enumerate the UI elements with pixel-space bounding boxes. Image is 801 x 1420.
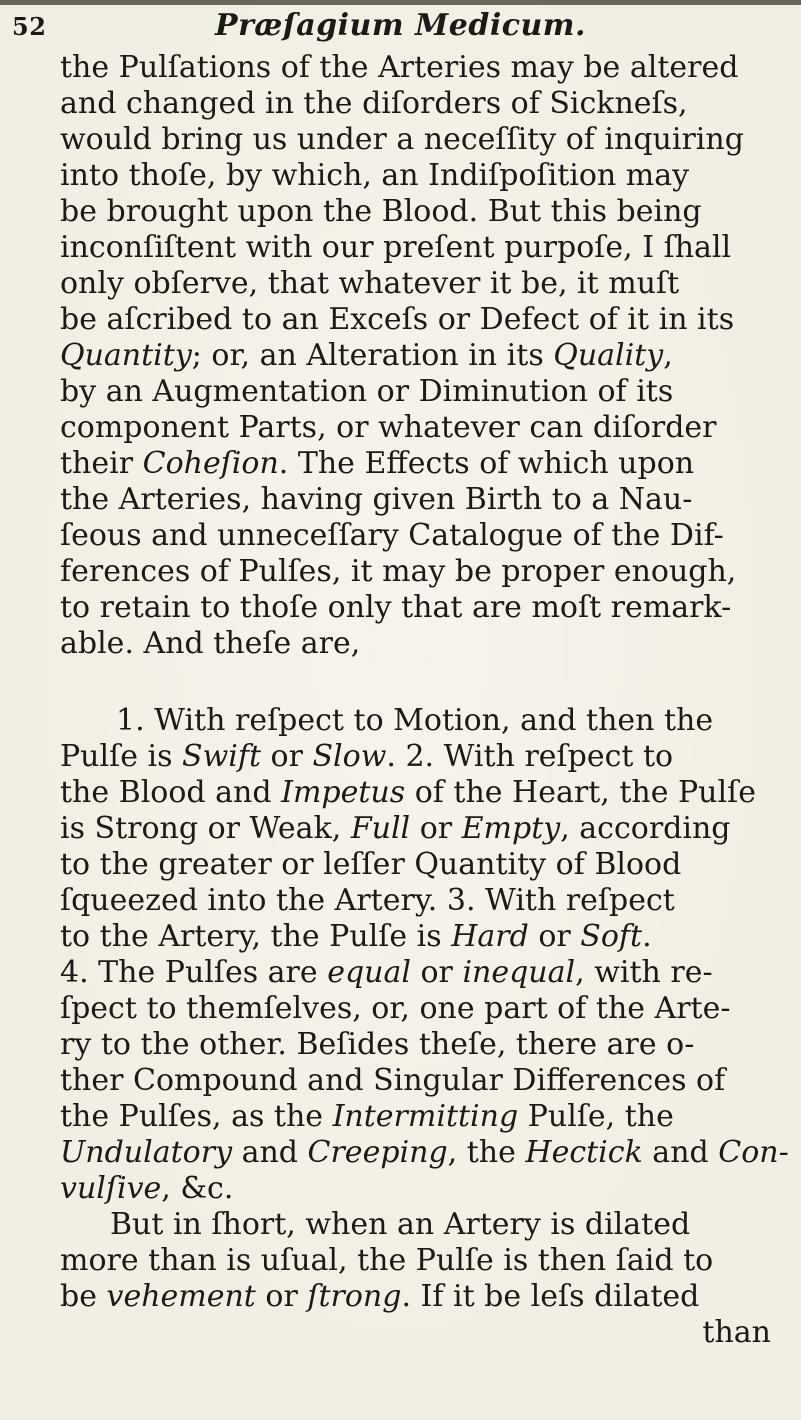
text-line: would bring us under a neceſſity of inquiring bbox=[60, 122, 744, 157]
text-run: is Strong or Weak, bbox=[60, 811, 351, 846]
text-run: . The Effects of which upon bbox=[278, 446, 695, 481]
page-header bbox=[0, 8, 801, 44]
italic-word: Intermitting bbox=[332, 1099, 519, 1134]
text-run: or bbox=[410, 811, 462, 846]
text-line: only obſerve, that whatever it be, it muſt bbox=[60, 266, 680, 301]
text-run: ; or, an Alteration in its bbox=[191, 338, 554, 373]
text-line bbox=[60, 338, 673, 374]
text-run: their bbox=[60, 446, 143, 481]
text-run: or bbox=[261, 739, 313, 774]
italic-word: Quality bbox=[553, 338, 664, 373]
italic-word: Soft bbox=[580, 919, 643, 954]
text-run: Pulſe is bbox=[60, 739, 183, 774]
text-run: , with re- bbox=[575, 955, 713, 990]
italic-word: Full bbox=[350, 811, 411, 846]
text-line bbox=[60, 775, 756, 811]
text-line: into thoſe, by which, an Indiſpoſition may bbox=[60, 158, 690, 193]
text-line: the Arteries, having given Birth to a Nau- bbox=[60, 482, 693, 517]
page-number: 52 bbox=[12, 12, 47, 41]
text-line bbox=[60, 446, 694, 482]
text-line: inconſiſtent with our preſent purpoſe, I ſhall bbox=[60, 230, 732, 265]
text-run: the Blood and bbox=[60, 775, 282, 810]
text-line bbox=[60, 811, 731, 847]
text-run: . 2. With reſpect to bbox=[386, 739, 674, 774]
text-run: or bbox=[528, 919, 581, 954]
text-line: ſpect to themſelves, or, one part of the Arte- bbox=[60, 991, 731, 1026]
text-line bbox=[60, 919, 652, 955]
text-line: 1. With reſpect to Motion, and then the bbox=[116, 703, 714, 738]
text-run: the Pulſes, as the bbox=[60, 1099, 333, 1134]
text-run: , &c. bbox=[161, 1171, 234, 1206]
text-run: , according bbox=[560, 811, 731, 846]
text-line: the Pulſations of the Arteries may be altered bbox=[60, 50, 739, 85]
catchword: than bbox=[702, 1315, 771, 1350]
text-run: Pulſe, the bbox=[518, 1099, 674, 1134]
text-run: to the Artery, the Pulſe is bbox=[60, 919, 452, 954]
text-run: or bbox=[255, 1279, 308, 1314]
text-line bbox=[60, 1099, 674, 1135]
italic-word: vulſive bbox=[60, 1171, 162, 1206]
italic-word: Creeping bbox=[307, 1135, 448, 1170]
text-line bbox=[60, 1135, 789, 1171]
text-line: to the greater or leſſer Quantity of Blood bbox=[60, 847, 682, 882]
running-head: Præſagium Medicum. bbox=[215, 8, 586, 43]
text-run: , the bbox=[447, 1135, 526, 1170]
italic-word: Impetus bbox=[281, 775, 406, 810]
text-line bbox=[60, 1279, 699, 1315]
italic-word: Undulatory bbox=[60, 1135, 233, 1170]
text-run: , bbox=[663, 338, 673, 373]
text-run: . bbox=[642, 919, 652, 954]
text-line: ſeous and unneceſſary Catalogue of the Dif- bbox=[60, 518, 724, 553]
text-line: by an Augmentation or Diminution of its bbox=[60, 374, 674, 409]
italic-word: Hard bbox=[451, 919, 529, 954]
italic-word: Slow bbox=[312, 739, 387, 774]
text-line bbox=[60, 1171, 233, 1207]
text-line: ferences of Pulſes, it may be proper enough, bbox=[60, 554, 737, 589]
text-line: ſqueezed into the Artery. 3. With reſpect bbox=[60, 883, 675, 918]
italic-word: Coheſion bbox=[142, 446, 279, 481]
text-line: more than is uſual, the Pulſe is then ſaid to bbox=[60, 1243, 714, 1278]
top-border-rule bbox=[0, 0, 801, 5]
text-run: 4. The Pulſes are bbox=[60, 955, 328, 990]
text-line: be brought upon the Blood. But this being bbox=[60, 194, 702, 229]
italic-word: equal bbox=[327, 955, 411, 990]
text-line: But in ſhort, when an Artery is dilated bbox=[110, 1207, 691, 1242]
italic-word: ſtrong bbox=[307, 1279, 402, 1314]
text-line: ther Compound and Singular Differences of bbox=[60, 1063, 726, 1098]
text-run: . If it be leſs dilated bbox=[401, 1279, 700, 1314]
text-line: component Parts, or whatever can diſorder bbox=[60, 410, 717, 445]
italic-word: inequal bbox=[462, 955, 576, 990]
italic-word: Swift bbox=[182, 739, 262, 774]
text-run: be bbox=[60, 1279, 107, 1314]
italic-word: vehement bbox=[106, 1279, 256, 1314]
text-line: able. And theſe are, bbox=[60, 626, 361, 661]
text-line bbox=[60, 739, 673, 775]
text-line bbox=[60, 955, 713, 991]
text-run: and bbox=[642, 1135, 719, 1170]
text-line: and changed in the diſorders of Sickneſs, bbox=[60, 86, 688, 121]
text-run: and bbox=[232, 1135, 308, 1170]
italic-word: Hectick bbox=[525, 1135, 643, 1170]
italic-word: Con- bbox=[718, 1135, 789, 1170]
italic-word: Quantity bbox=[60, 338, 192, 373]
text-line: to retain to thoſe only that are moſt remark- bbox=[60, 590, 732, 625]
italic-word: Empty bbox=[461, 811, 561, 846]
text-line: be aſcribed to an Exceſs or Defect of it in its bbox=[60, 302, 735, 337]
text-run: of the Heart, the Pulſe bbox=[405, 775, 756, 810]
text-run: or bbox=[410, 955, 463, 990]
text-line: ry to the other. Beſides theſe, there are o- bbox=[60, 1027, 695, 1062]
